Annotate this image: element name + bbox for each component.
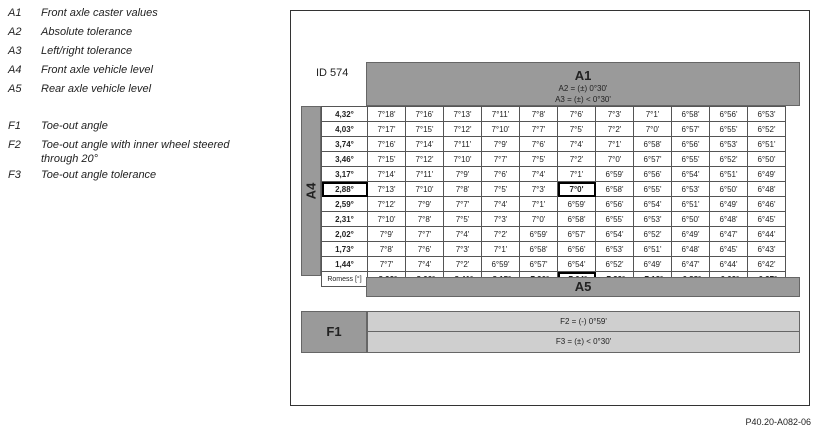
caster-value-cell: 6°47' bbox=[710, 227, 748, 242]
a4-level-cell: 3,74° bbox=[322, 137, 368, 152]
caster-value-cell: 7°10' bbox=[482, 122, 520, 137]
caster-value-cell: 7°16' bbox=[406, 107, 444, 122]
caster-value-cell: 7°7' bbox=[368, 257, 406, 272]
legend-code: F2 bbox=[8, 139, 21, 151]
caster-value-cell: 7°5' bbox=[482, 182, 520, 197]
legend-code: F3 bbox=[8, 169, 21, 181]
legend-code: F1 bbox=[8, 120, 21, 132]
caster-value-cell: 7°9' bbox=[482, 137, 520, 152]
caster-value-cell: 7°4' bbox=[406, 257, 444, 272]
f3-tolerance: F3 = (±) < 0°30' bbox=[367, 332, 800, 353]
caster-value-cell: 7°3' bbox=[482, 212, 520, 227]
legend-desc: Toe-out angle tolerance bbox=[41, 169, 157, 181]
caster-value-cell: 6°55' bbox=[710, 122, 748, 137]
caster-value-cell: 6°48' bbox=[672, 242, 710, 257]
caster-value-cell: 6°51' bbox=[634, 242, 672, 257]
caster-value-cell: 7°2' bbox=[482, 227, 520, 242]
caster-value-cell: 6°51' bbox=[710, 167, 748, 182]
legend-item bbox=[8, 23, 261, 42]
legend-item bbox=[8, 117, 261, 136]
a1-title: A1 bbox=[574, 68, 592, 83]
caster-value-cell: 7°5' bbox=[520, 152, 558, 167]
reference-code: P40.20-A082-06 bbox=[745, 417, 811, 427]
caster-value-cell: 7°16' bbox=[368, 137, 406, 152]
caster-value-cell: 7°3' bbox=[596, 107, 634, 122]
table-row bbox=[322, 227, 786, 242]
caster-value-cell: 7°11' bbox=[406, 167, 444, 182]
a4-level-cell: 1,73° bbox=[322, 242, 368, 257]
caster-value-cell: 6°57' bbox=[672, 122, 710, 137]
legend-desc: Front axle vehicle level bbox=[41, 64, 153, 76]
a4-level-cell: 2,88° bbox=[322, 182, 368, 197]
caster-value-cell: 7°4' bbox=[558, 137, 596, 152]
caster-value-cell: 7°15' bbox=[368, 152, 406, 167]
caster-value-cell: 6°50' bbox=[672, 212, 710, 227]
caster-value-cell: 7°6' bbox=[558, 107, 596, 122]
a4-level-cell: 4,03° bbox=[322, 122, 368, 137]
caster-value-cell: 7°18' bbox=[368, 107, 406, 122]
a4-level-cell: 2,59° bbox=[322, 197, 368, 212]
legend-item bbox=[8, 42, 261, 61]
table-row bbox=[322, 152, 786, 167]
caster-value-cell: 6°59' bbox=[596, 167, 634, 182]
caster-value-cell: 6°49' bbox=[634, 257, 672, 272]
caster-value-cell: 6°49' bbox=[748, 167, 786, 182]
legend-desc: Toe-out angle with inner wheel steered through 20° bbox=[41, 139, 230, 165]
caster-value-cell: 6°53' bbox=[710, 137, 748, 152]
caster-value-cell: 6°44' bbox=[748, 227, 786, 242]
caster-value-cell: 7°4' bbox=[482, 197, 520, 212]
table-row bbox=[322, 242, 786, 257]
a2-tolerance: A2 = (±) 0°30' bbox=[558, 84, 608, 93]
legend-desc: Left/right tolerance bbox=[41, 45, 133, 57]
caster-value-cell: 7°4' bbox=[444, 227, 482, 242]
caster-value-cell: 6°45' bbox=[748, 212, 786, 227]
caster-value-cell: 6°58' bbox=[558, 212, 596, 227]
caster-value-cell: 7°12' bbox=[444, 122, 482, 137]
caster-value-cell: 6°59' bbox=[558, 197, 596, 212]
a4-level-cell: 2,02° bbox=[322, 227, 368, 242]
caster-value-cell: 7°7' bbox=[520, 122, 558, 137]
id-label: ID 574 bbox=[316, 67, 349, 79]
a5-header: A5 bbox=[366, 277, 800, 297]
legend-code: A2 bbox=[8, 26, 22, 38]
f2-tolerance: F2 = (-) 0°59' bbox=[367, 311, 800, 332]
caster-value-cell: 7°1' bbox=[634, 107, 672, 122]
caster-value-cell: 7°10' bbox=[444, 152, 482, 167]
caster-value-cell: 7°3' bbox=[444, 242, 482, 257]
a4-level-cell: 4,32° bbox=[322, 107, 368, 122]
caster-value-cell: 7°14' bbox=[368, 167, 406, 182]
table-row bbox=[322, 182, 786, 197]
legend-desc: Rear axle vehicle level bbox=[41, 83, 152, 95]
caster-value-cell: 6°43' bbox=[748, 242, 786, 257]
caster-value-cell: 6°50' bbox=[710, 182, 748, 197]
caster-value-cell: 7°13' bbox=[444, 107, 482, 122]
caster-value-cell: 7°7' bbox=[406, 227, 444, 242]
caster-value-cell: 7°5' bbox=[558, 122, 596, 137]
romess-label: Romess [°] bbox=[322, 272, 368, 287]
caster-value-cell: 7°9' bbox=[406, 197, 444, 212]
caster-value-cell: 7°5' bbox=[444, 212, 482, 227]
caster-value-cell: 6°42' bbox=[748, 257, 786, 272]
caster-value-cell: 7°2' bbox=[444, 257, 482, 272]
caster-value-cell: 7°11' bbox=[482, 107, 520, 122]
caster-value-cell: 6°53' bbox=[748, 107, 786, 122]
caster-value-cell: 6°52' bbox=[596, 257, 634, 272]
caster-value-cell: 7°2' bbox=[596, 122, 634, 137]
a4-header bbox=[301, 106, 321, 276]
caster-value-cell: 6°54' bbox=[634, 197, 672, 212]
caster-value-cell: 7°8' bbox=[520, 107, 558, 122]
a4-label: A4 bbox=[303, 182, 319, 200]
legend-desc: Absolute tolerance bbox=[41, 26, 133, 38]
caster-value-cell: 7°0' bbox=[596, 152, 634, 167]
caster-value-cell: 6°50' bbox=[748, 152, 786, 167]
table-row bbox=[322, 197, 786, 212]
legend-item bbox=[8, 4, 261, 23]
caster-value-cell: 6°45' bbox=[710, 242, 748, 257]
caster-value-cell: 6°56' bbox=[634, 167, 672, 182]
caster-value-cell: 6°55' bbox=[672, 152, 710, 167]
caster-value-cell: 7°10' bbox=[406, 182, 444, 197]
table-row bbox=[322, 122, 786, 137]
caster-value-cell: 6°54' bbox=[596, 227, 634, 242]
caster-value-cell: 7°14' bbox=[406, 137, 444, 152]
caster-value-cell: 7°6' bbox=[520, 137, 558, 152]
caster-value-cell: 6°55' bbox=[634, 182, 672, 197]
caster-value-cell: 6°51' bbox=[748, 137, 786, 152]
caster-value-cell: 6°59' bbox=[482, 257, 520, 272]
legend-item bbox=[8, 136, 261, 166]
caster-value-cell: 7°6' bbox=[406, 242, 444, 257]
caster-value-cell: 7°0' bbox=[558, 182, 596, 197]
caster-value-cell: 7°6' bbox=[482, 167, 520, 182]
caster-value-cell: 7°10' bbox=[368, 212, 406, 227]
table-row bbox=[322, 212, 786, 227]
table-row bbox=[322, 257, 786, 272]
table-row bbox=[322, 137, 786, 152]
caster-value-cell: 6°53' bbox=[596, 242, 634, 257]
caster-value-cell: 6°57' bbox=[558, 227, 596, 242]
legend-item bbox=[8, 80, 261, 99]
legend-code: A1 bbox=[8, 7, 22, 19]
caster-value-cell: 7°11' bbox=[444, 137, 482, 152]
caster-value-cell: 6°52' bbox=[634, 227, 672, 242]
legend-code: A4 bbox=[8, 64, 22, 76]
caster-value-cell: 6°52' bbox=[710, 152, 748, 167]
caster-value-cell: 7°0' bbox=[634, 122, 672, 137]
caster-value-cell: 7°1' bbox=[482, 242, 520, 257]
caster-value-cell: 6°51' bbox=[672, 197, 710, 212]
caster-value-cell: 7°8' bbox=[406, 212, 444, 227]
caster-value-cell: 7°7' bbox=[444, 197, 482, 212]
caster-value-cell: 7°12' bbox=[368, 197, 406, 212]
caster-value-cell: 6°54' bbox=[558, 257, 596, 272]
caster-value-cell: 6°48' bbox=[710, 212, 748, 227]
caster-value-cell: 6°52' bbox=[748, 122, 786, 137]
caster-value-cell: 6°56' bbox=[558, 242, 596, 257]
caster-table bbox=[321, 106, 786, 287]
a4-level-cell: 1,44° bbox=[322, 257, 368, 272]
caster-value-cell: 7°4' bbox=[520, 167, 558, 182]
caster-value-cell: 6°49' bbox=[710, 197, 748, 212]
caster-value-cell: 6°53' bbox=[672, 182, 710, 197]
caster-value-cell: 7°8' bbox=[444, 182, 482, 197]
a3-tolerance: A3 = (±) < 0°30' bbox=[555, 95, 611, 104]
caster-value-cell: 7°2' bbox=[558, 152, 596, 167]
caster-value-cell: 7°3' bbox=[520, 182, 558, 197]
caster-value-cell: 7°1' bbox=[596, 137, 634, 152]
caster-value-cell: 6°53' bbox=[634, 212, 672, 227]
legend-code: A3 bbox=[8, 45, 22, 57]
caster-value-cell: 7°15' bbox=[406, 122, 444, 137]
caster-value-cell: 7°1' bbox=[520, 197, 558, 212]
table-row bbox=[322, 167, 786, 182]
caster-value-cell: 6°56' bbox=[672, 137, 710, 152]
a4-level-cell: 3,46° bbox=[322, 152, 368, 167]
legend-item bbox=[8, 61, 261, 80]
caster-value-cell: 6°46' bbox=[748, 197, 786, 212]
caster-value-cell: 7°1' bbox=[558, 167, 596, 182]
caster-value-cell: 6°55' bbox=[596, 212, 634, 227]
f1-header: F1 bbox=[301, 311, 367, 353]
caster-value-cell: 6°56' bbox=[710, 107, 748, 122]
legend-desc: Front axle caster values bbox=[41, 7, 158, 19]
caster-value-cell: 6°44' bbox=[710, 257, 748, 272]
caster-value-cell: 7°9' bbox=[444, 167, 482, 182]
legend-code: A5 bbox=[8, 83, 22, 95]
caster-value-cell: 6°58' bbox=[520, 242, 558, 257]
legend-desc: Toe-out angle bbox=[41, 120, 108, 132]
legend bbox=[8, 4, 261, 185]
caster-value-cell: 7°8' bbox=[368, 242, 406, 257]
caster-value-cell: 6°58' bbox=[634, 137, 672, 152]
caster-value-cell: 7°12' bbox=[406, 152, 444, 167]
caster-value-cell: 6°58' bbox=[596, 182, 634, 197]
caster-value-cell: 6°49' bbox=[672, 227, 710, 242]
caster-value-cell: 6°59' bbox=[520, 227, 558, 242]
caster-value-cell: 7°13' bbox=[368, 182, 406, 197]
caster-value-cell: 6°47' bbox=[672, 257, 710, 272]
caster-value-cell: 6°54' bbox=[672, 167, 710, 182]
caster-value-cell: 6°57' bbox=[634, 152, 672, 167]
caster-value-cell: 7°0' bbox=[520, 212, 558, 227]
caster-value-cell: 6°58' bbox=[672, 107, 710, 122]
caster-value-cell: 7°9' bbox=[368, 227, 406, 242]
caster-value-cell: 7°17' bbox=[368, 122, 406, 137]
caster-value-cell: 6°56' bbox=[596, 197, 634, 212]
legend-item bbox=[8, 166, 261, 185]
caster-value-cell: 6°57' bbox=[520, 257, 558, 272]
caster-value-cell: 7°7' bbox=[482, 152, 520, 167]
a4-level-cell: 3,17° bbox=[322, 167, 368, 182]
a1-header bbox=[366, 62, 800, 106]
a4-level-cell: 2,31° bbox=[322, 212, 368, 227]
table-row bbox=[322, 107, 786, 122]
caster-value-cell: 6°48' bbox=[748, 182, 786, 197]
